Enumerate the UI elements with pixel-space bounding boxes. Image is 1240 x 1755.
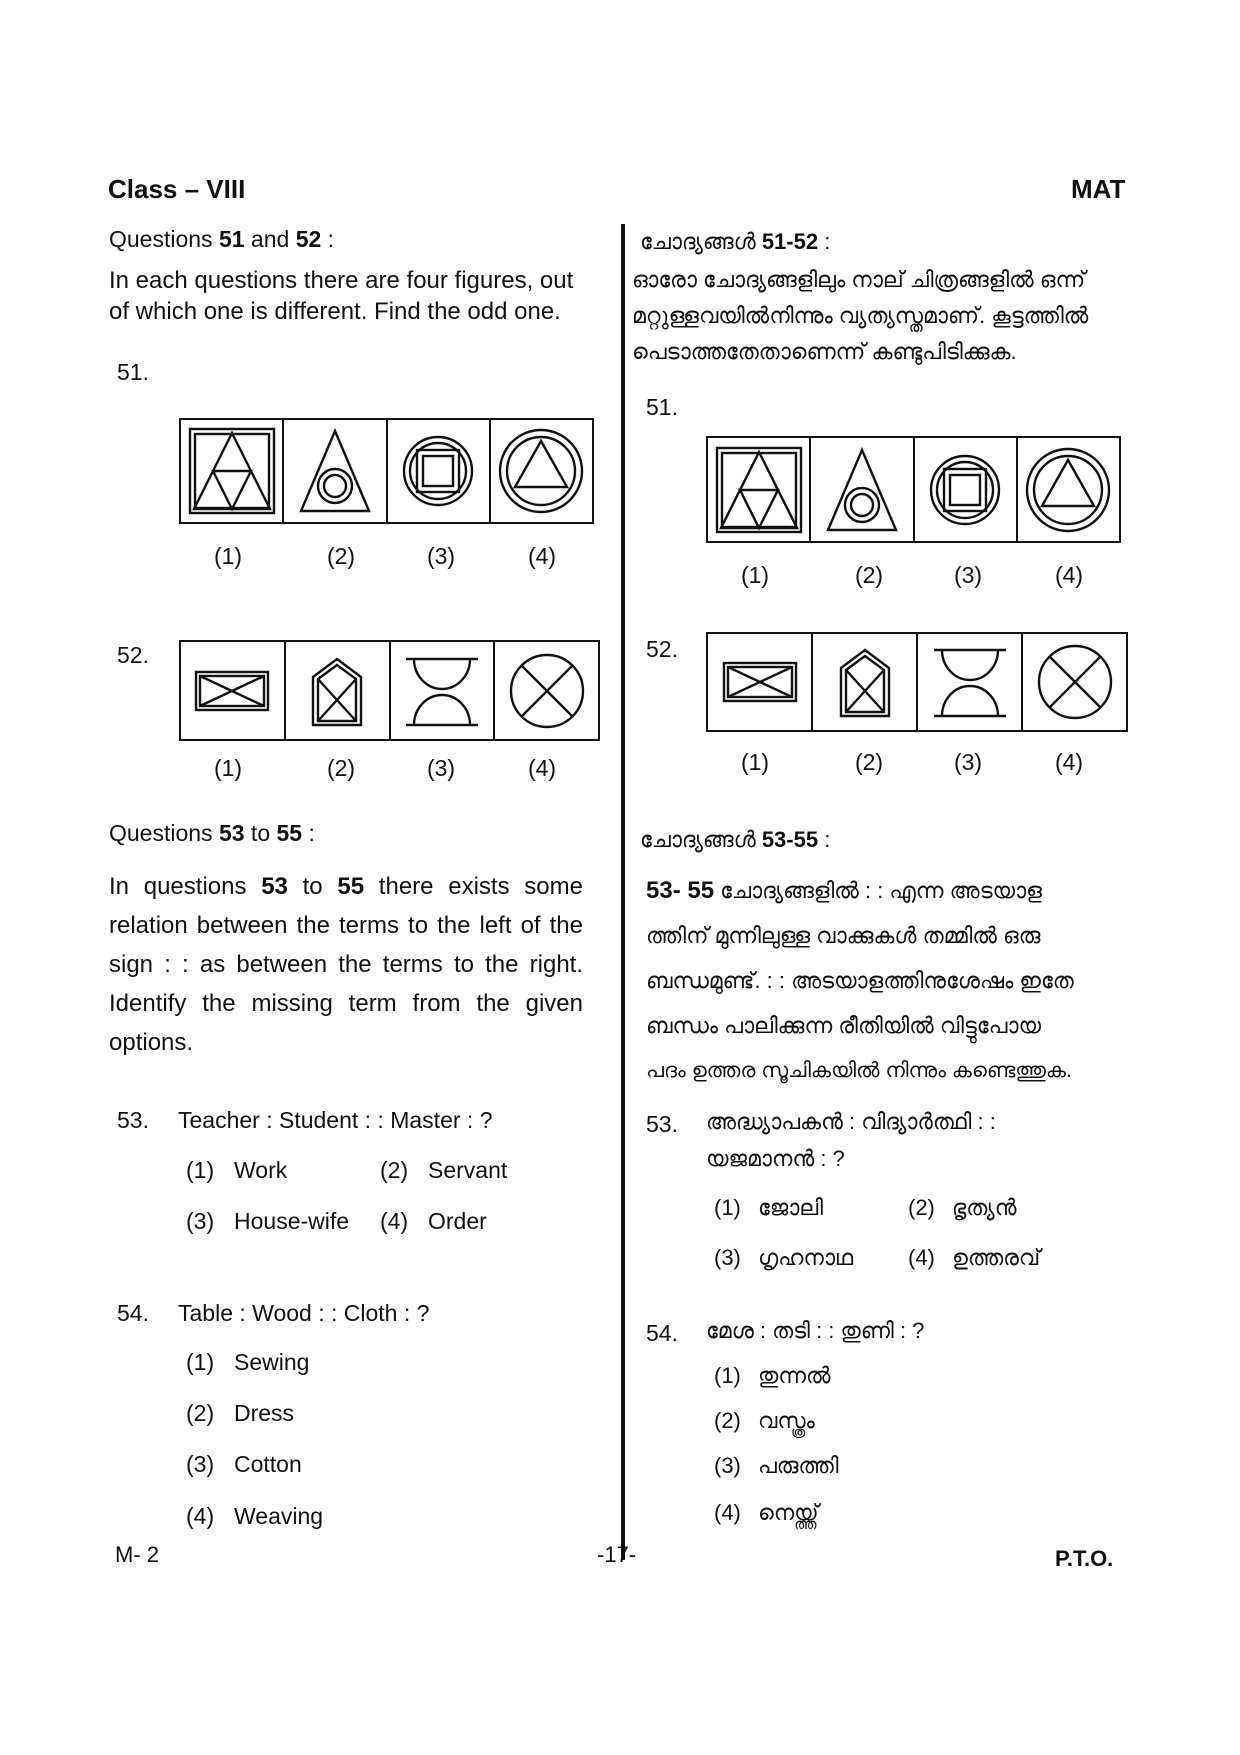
ml-q51-figures xyxy=(706,436,1121,543)
fig-label: (3) xyxy=(953,562,983,588)
en-q54-option-4: (4) Weaving xyxy=(186,1503,324,1529)
ml-q53-option-4: (4) ഉത്തരവ് xyxy=(908,1245,1041,1270)
fig-label: (1) xyxy=(213,755,243,781)
ml-q51-fig4 xyxy=(1016,438,1119,541)
fig-label: (2) xyxy=(854,562,884,588)
fig-label: (4) xyxy=(527,755,557,781)
fig-label: (4) xyxy=(1054,749,1084,775)
ml-q54-number: 54. xyxy=(646,1320,678,1346)
en-q52-fig4 xyxy=(493,642,598,739)
ml-q53-55-instruction: 53- 55 ചോദ്യങ്ങളിൽ : : എന്ന അടയാള ത്തിന് മുന്നിലുള്ള വാക്കുകൾ തമ്മിൽ ഒരു ബന്ധമുണ്ട്. : : അടയാളത്തിനുശേഷം ഇതേ ബന്ധം പാലിക്കുന്ന രീതിയിൽ വിട്ടുപോയ പദം ഉത്തര സൂചികയിൽ നിന്നും കണ്ടെത്തുക. xyxy=(646,877,1074,1082)
subject-title: MAT xyxy=(1071,174,1126,204)
en-q52-figures xyxy=(179,640,600,741)
ml-q53-55-heading: ചോദ്യങ്ങൾ 53-55 : xyxy=(640,827,831,852)
en-q51-fig2 xyxy=(282,420,385,522)
ml-q51-number: 51. xyxy=(646,394,678,420)
ml-q54-option-2: (2) വസ്ത്രം xyxy=(714,1408,815,1433)
en-q53-option-3: (3) House-wife xyxy=(186,1208,350,1234)
ml-q53-number: 53. xyxy=(646,1111,678,1137)
en-q53-55-instruction: In questions 53 to 55 there exists some relation between the terms to the left of the sign : : as between the terms to the right. Identify the missing term from the given options. xyxy=(109,873,583,1056)
en-q53-option-1: (1) Work xyxy=(186,1157,288,1183)
fig-label: (3) xyxy=(953,749,983,775)
fig-label: (2) xyxy=(854,749,884,775)
ml-q52-fig1 xyxy=(708,634,811,730)
ml-q53-option-2: (2) ഭൃത്യൻ xyxy=(908,1195,1017,1220)
en-q54-option-3: (3) Cotton xyxy=(186,1451,302,1477)
ml-q53-option-1: (1) ജോലി xyxy=(714,1195,823,1220)
fig-label: (2) xyxy=(326,755,356,781)
en-q51-fig1 xyxy=(181,420,282,522)
footer-code: M- 2 xyxy=(115,1542,159,1567)
ml-q54-option-4: (4) നെയ്ത്ത് xyxy=(714,1500,819,1525)
ml-q53-option-3: (3) ഗൃഹനാഥ xyxy=(714,1245,854,1270)
ml-q54-option-3: (3) പരുത്തി xyxy=(714,1453,839,1478)
en-q51-52-instruction: In each questions there are four figures, out of which one is different. Find the odd one. xyxy=(109,267,574,325)
en-q53-option-4: (4) Order xyxy=(380,1208,487,1234)
fig-label: (2) xyxy=(326,543,356,569)
en-q53-number: 53. xyxy=(117,1107,149,1133)
en-q54-option-1: (1) Sewing xyxy=(186,1349,310,1375)
fig-label: (1) xyxy=(740,749,770,775)
en-q52-number: 52. xyxy=(117,642,149,668)
en-q51-52-heading: Questions 51 and 52 : xyxy=(109,226,335,252)
en-q54-number: 54. xyxy=(117,1300,149,1326)
en-q51-number: 51. xyxy=(117,359,149,385)
ml-q52-figures xyxy=(706,632,1128,732)
en-q53-55-heading: Questions 53 to 55 : xyxy=(109,820,315,846)
ml-q51-fig2 xyxy=(809,438,912,541)
en-q52-fig3 xyxy=(389,642,494,739)
fig-label: (3) xyxy=(426,755,456,781)
en-q52-fig1 xyxy=(181,642,284,739)
ml-q53-text-line2: യജമാനൻ : ? xyxy=(706,1146,845,1171)
en-q51-figures xyxy=(179,418,594,524)
ml-q51-fig1 xyxy=(708,438,809,541)
fig-label: (3) xyxy=(426,543,456,569)
ml-q53-text-line1: അദ്ധ്യാപകൻ : വിദ്യാർത്ഥി : : xyxy=(706,1109,996,1134)
en-q51-fig4 xyxy=(489,420,592,522)
ml-q54-text: മേശ : തടി : : തുണി : ? xyxy=(706,1318,925,1343)
fig-label: (4) xyxy=(527,543,557,569)
en-q54-text: Table : Wood : : Cloth : ? xyxy=(178,1300,430,1326)
ml-q52-number: 52. xyxy=(646,636,678,662)
en-q53-text: Teacher : Student : : Master : ? xyxy=(178,1107,493,1133)
en-q52-fig2 xyxy=(284,642,389,739)
ml-q54-option-1: (1) തുന്നൽ xyxy=(714,1363,831,1388)
fig-label: (4) xyxy=(1054,562,1084,588)
class-title: Class – VIII xyxy=(108,174,246,204)
ml-q51-52-heading: ചോദ്യങ്ങൾ 51-52 : xyxy=(640,229,831,254)
ml-q51-fig3 xyxy=(913,438,1016,541)
fig-label: (1) xyxy=(740,562,770,588)
ml-q51-52-instruction: ഓരോ ചോദ്യങ്ങളിലും നാല് ചിത്രങ്ങളിൽ ഒന്ന് മറ്റുള്ളവയിൽനിന്നും വ്യത്യസ്തമാണ്. കൂട്ടത്തിൽ പെടാത്തതേതാണെന്ന് കണ്ടുപിടിക്കുക. xyxy=(632,267,1089,364)
ml-q52-fig3 xyxy=(916,634,1021,730)
page-number: -17- xyxy=(597,1542,637,1567)
ml-q52-fig2 xyxy=(811,634,916,730)
pto-label: P.T.O. xyxy=(1055,1546,1114,1571)
column-divider xyxy=(621,224,625,1560)
fig-label: (1) xyxy=(213,543,243,569)
ml-q52-fig4 xyxy=(1021,634,1126,730)
en-q51-fig3 xyxy=(386,420,489,522)
en-q54-option-2: (2) Dress xyxy=(186,1400,295,1426)
en-q53-option-2: (2) Servant xyxy=(380,1157,508,1183)
